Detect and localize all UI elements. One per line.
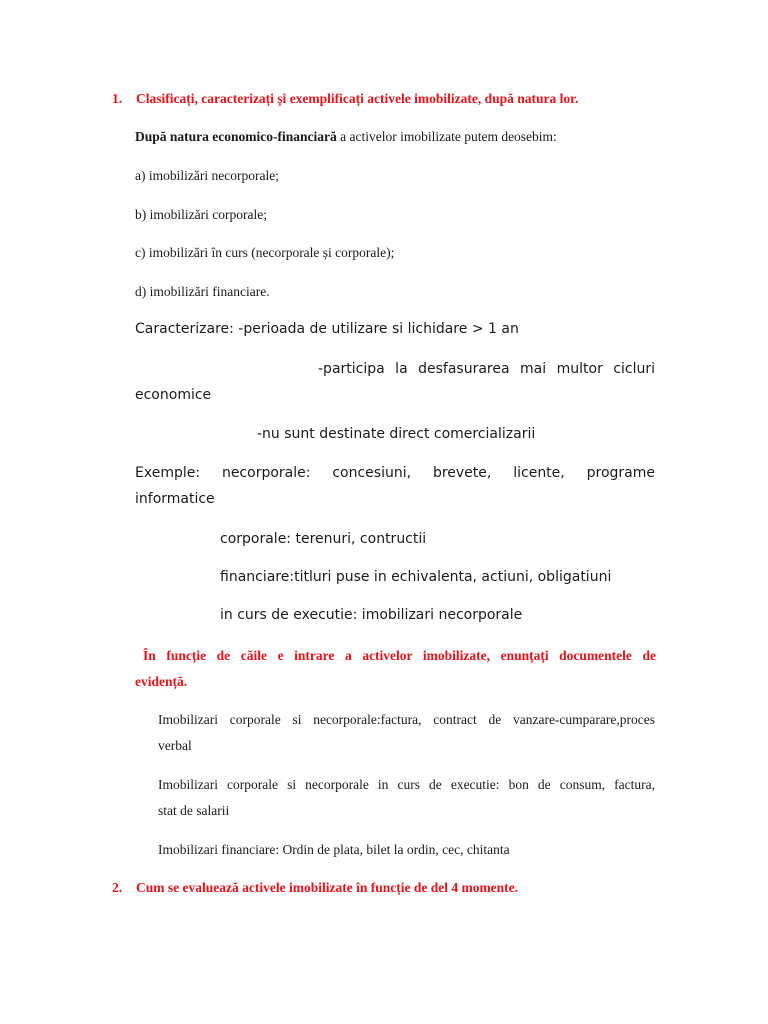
caracterizare-line2a: -participa la desfasurarea mai multor cicluri <box>318 361 655 377</box>
exemple-in-curs: in curs de executie: imobilizari necorporale <box>220 607 523 623</box>
document-item: Imobilizari corporale si necorporale in curs de executie: bon de consum, factura, <box>158 777 655 792</box>
exemple-line1b: informatice <box>135 491 215 507</box>
caracterizare-line2b: economice <box>135 387 212 403</box>
intro-rest: a activelor imobilizate putem deosebim: <box>336 129 557 144</box>
exemple-corporale: corporale: terenuri, contructii <box>220 531 427 547</box>
q2-number: 2. <box>112 880 123 895</box>
intro-line <box>135 129 557 145</box>
intro-bold: După natura economico-financiară <box>135 129 337 144</box>
q2-title: Cum se evaluează activele imobilizate în funcție de del 4 momente. <box>136 880 519 895</box>
document-item-cont: stat de salarii <box>158 803 230 818</box>
q-intrare-line2: evidență. <box>135 674 188 689</box>
exemple-financiare: financiare:titluri puse in echivalenta, actiuni, obligatiuni <box>220 569 612 585</box>
category-item: d) imobilizări financiare. <box>135 284 270 299</box>
caracterizare-line3: -nu sunt destinate direct comercializarii <box>257 426 536 442</box>
category-item: a) imobilizări necorporale; <box>135 168 279 183</box>
document-item-cont: verbal <box>158 738 192 753</box>
q1-title: Clasificați, caracterizați și exemplificați activele imobilizate, după natura lor. <box>136 91 579 106</box>
exemple-line1a: Exemple: necorporale: concesiuni, brevete, licente, programe <box>135 465 655 481</box>
q-intrare-line1: În funcție de căile e intrare a activelor imobilizate, enunțați documentele de <box>143 648 656 663</box>
document-item: Imobilizari financiare: Ordin de plata, bilet la ordin, cec, chitanta <box>158 842 510 857</box>
q1-number: 1. <box>112 91 123 106</box>
document-item: Imobilizari corporale si necorporale:factura, contract de vanzare-cumparare,proces <box>158 712 655 727</box>
category-item: b) imobilizări corporale; <box>135 207 267 222</box>
category-item: c) imobilizări în curs (necorporale și corporale); <box>135 245 395 260</box>
caracterizare-line1: Caracterizare: -perioada de utilizare si lichidare > 1 an <box>135 321 519 337</box>
